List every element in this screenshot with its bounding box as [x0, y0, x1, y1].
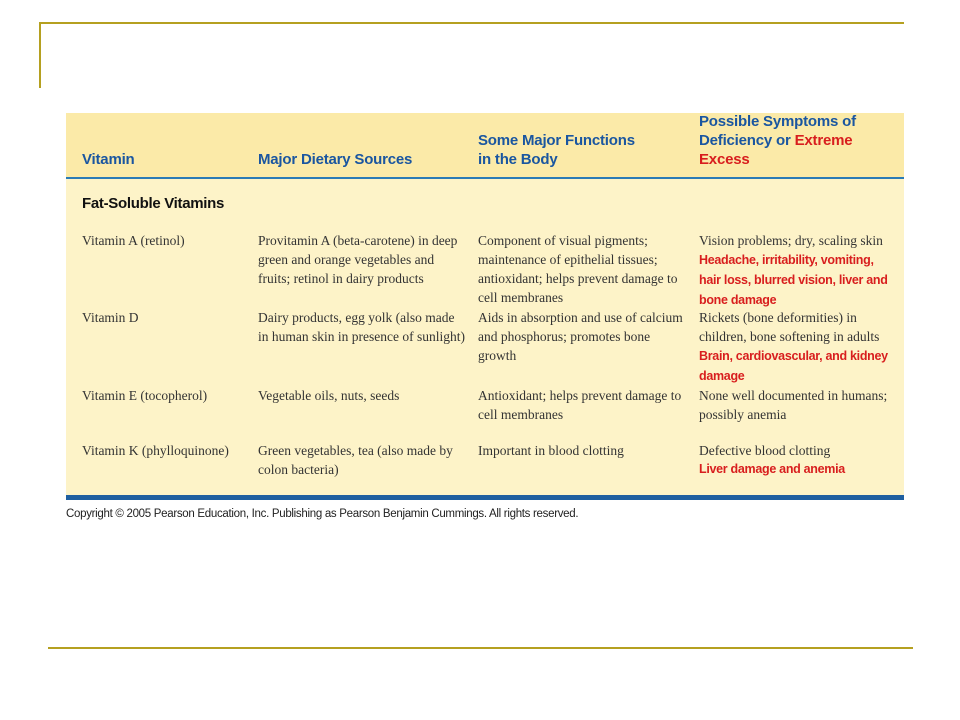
header-symptoms-or: or — [776, 132, 791, 149]
row-vitamin-e-name: Vitamin E (tocopherol) — [82, 388, 208, 403]
header-vitamin: Vitamin — [82, 151, 135, 168]
header-sources: Major Dietary Sources — [258, 151, 413, 168]
row-vitamin-a-excess: Headache, irritability, vomiting, hair loss, blurred vision, liver and bone damage — [699, 253, 888, 307]
row-vitamin-e-symptoms — [699, 386, 897, 424]
slide-frame-left-line — [39, 22, 41, 88]
row-vitamin-k-deficiency: Defective blood clotting — [699, 443, 831, 458]
row-vitamin-a-functions: Component of visual pigments; maintenance of epithelial tissues; antioxidant; helps prevent damage to cell membranes — [478, 233, 678, 305]
table-bottom-rule — [66, 495, 904, 500]
row-vitamin-d-sources: Dairy products, egg yolk (also made in human skin in presence of sunlight) — [258, 310, 465, 344]
copyright-notice: Copyright © 2005 Pearson Education, Inc. Publishing as Pearson Benjamin Cummings. All rights reserved. — [66, 508, 579, 520]
row-vitamin-k-name: Vitamin K (phylloquinone) — [82, 443, 229, 458]
slide-frame-bottom-line — [48, 647, 913, 649]
row-vitamin-e-functions: Antioxidant; helps prevent damage to cell membranes — [478, 388, 682, 422]
section-title: Fat-Soluble Vitamins — [82, 195, 225, 212]
header-rule — [66, 177, 904, 179]
table-header-row — [66, 113, 904, 177]
row-vitamin-k-functions: Important in blood clotting — [478, 443, 624, 458]
row-vitamin-e-sources: Vegetable oils, nuts, seeds — [258, 388, 400, 403]
row-vitamin-d-functions: Aids in absorption and use of calcium and phosphorus; promotes bone growth — [478, 310, 683, 363]
row-vitamin-a-symptoms — [699, 231, 897, 310]
header-functions: Some Major Functions in the Body — [478, 132, 635, 168]
slide-frame-top-line — [39, 22, 904, 24]
row-vitamin-k-symptoms — [699, 441, 897, 479]
row-vitamin-a-deficiency: Vision problems; dry, scaling skin — [699, 233, 883, 248]
row-vitamin-k-sources: Green vegetables, tea (also made by colon bacteria) — [258, 443, 453, 477]
row-vitamin-a-sources: Provitamin A (beta-carotene) in deep green and orange vegetables and fruits; retinol in dairy products — [258, 233, 458, 286]
row-vitamin-k-excess: Liver damage and anemia — [699, 462, 845, 476]
row-vitamin-d-name: Vitamin D — [82, 310, 139, 325]
vitamin-table — [66, 113, 904, 500]
row-vitamin-d-symptoms — [699, 308, 897, 386]
header-symptoms-excess: Extreme Excess — [699, 132, 853, 168]
row-vitamin-a-name: Vitamin A (retinol) — [82, 233, 185, 248]
row-vitamin-d-deficiency: Rickets (bone deformities) in children, bone softening in adults — [699, 310, 880, 344]
row-vitamin-e-deficiency: None well documented in humans; possibly anemia — [699, 388, 888, 422]
header-symptoms — [699, 113, 899, 169]
header-symptoms-deficiency: Possible Symptoms of Deficiency — [699, 113, 856, 149]
row-vitamin-d-excess: Brain, cardiovascular, and kidney damage — [699, 349, 888, 383]
